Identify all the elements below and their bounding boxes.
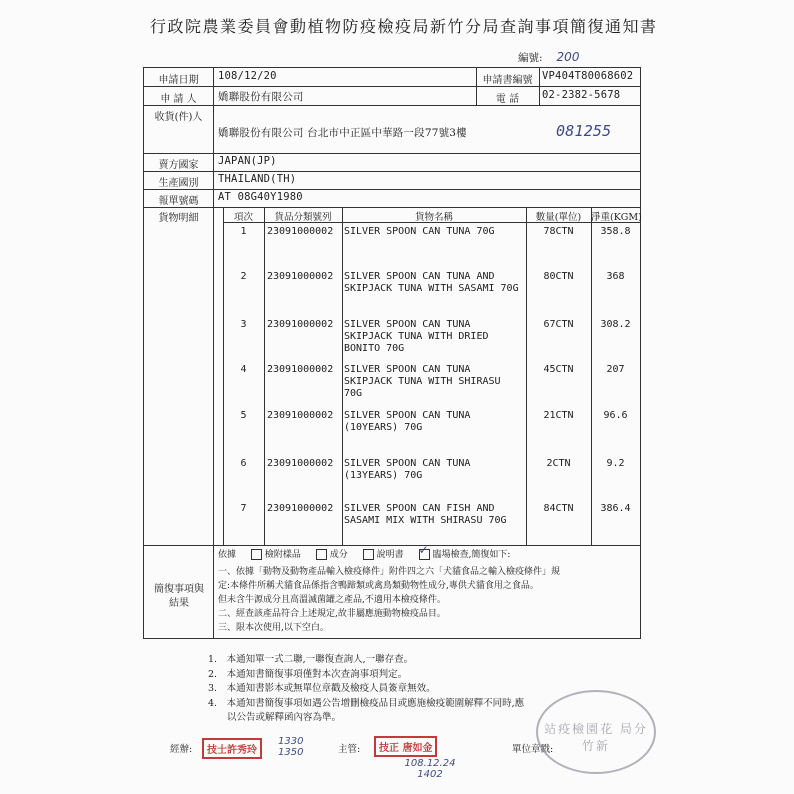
row-item: 3 (240, 319, 247, 330)
row-name: SILVER SPOON CAN FISH AND SASAMI MIX WITH SHIRASU 70G (344, 503, 507, 526)
seller-country-label: 賣方國家 (158, 160, 199, 171)
row-name: SILVER SPOON CAN TUNA SKIPJACK TUNA WITH DRIED BONITO 70G (344, 319, 489, 354)
reply-line: 但未含牛源成分且高溫滅菌罐之產品,不適用本檢疫條件。 (218, 595, 446, 605)
row-name: SILVER SPOON CAN TUNA SKIPJACK TUNA WITH SHIRASU 70G (344, 364, 501, 399)
row-qty: 84CTN (543, 503, 574, 514)
option-sample: 檢附樣品 (264, 550, 301, 560)
col-header-item: 項次 (233, 212, 253, 223)
notes-list (208, 653, 524, 726)
row-qty: 45CTN (543, 364, 574, 375)
app-no-label: 申請書編號 (482, 75, 533, 86)
row-qty: 67CTN (543, 319, 574, 330)
checkbox-inspection[interactable] (418, 543, 430, 560)
checkbox-sample[interactable] (251, 549, 262, 560)
seller-country-value: JAPAN(JP) (218, 155, 277, 167)
origin-label: 生產國別 (158, 178, 199, 189)
row-qty: 80CTN (543, 271, 574, 282)
row-weight: 386.4 (600, 503, 631, 514)
row-weight: 358.8 (600, 226, 631, 237)
row-code: 23091000002 (267, 226, 334, 237)
row-item: 7 (240, 503, 247, 514)
supervisor-note: 108.12.24 1402 (404, 758, 456, 780)
reply-line: 定:本條件所稱犬貓食品係指含鴨蹄類或禽鳥類動物性成分,專供犬貓食用之食品。 (218, 581, 539, 591)
receiver-label: 收貨(件)人 (154, 112, 203, 123)
declaration-no-value: AT 08G40Y1980 (218, 191, 303, 203)
row-code: 23091000002 (267, 410, 334, 421)
phone-value: 02-2382-5678 (542, 89, 621, 101)
app-no-value: VP404T80068602 (542, 70, 634, 82)
row-code: 23091000002 (267, 458, 334, 469)
apply-date-label: 申請日期 (158, 75, 199, 86)
phone-label: 電 話 (495, 94, 520, 105)
handler-note: 1330 1350 (278, 736, 304, 758)
doc-number (518, 50, 579, 65)
supervisor-label: 主管: (338, 744, 361, 755)
checkbox-ingredient[interactable] (316, 549, 327, 560)
row-code: 23091000002 (267, 364, 334, 375)
col-header-weight: 淨重(KGM) (591, 212, 642, 223)
row-weight: 96.6 (603, 410, 628, 421)
goods-section-label: 貨物明細 (158, 213, 199, 224)
unit-seal-stamp (536, 690, 656, 774)
applicant-label: 申 請 人 (160, 94, 197, 105)
row-qty: 78CTN (543, 226, 574, 237)
option-manual: 說明書 (376, 550, 404, 560)
row-item: 2 (240, 271, 247, 282)
handler-label: 經辦: (170, 744, 193, 755)
row-weight: 368 (606, 271, 625, 282)
row-item: 1 (240, 226, 247, 237)
col-header-qty: 數量(單位) (535, 212, 582, 223)
reply-line: 一、依據「動物及動物產品輸入檢疫條件」附件四之六「犬貓食品之輸入檢疫條件」規 (218, 567, 561, 577)
unit-seal-label: 單位章戳: (512, 744, 554, 755)
applicant-value: 嬌聯股份有限公司 (218, 91, 304, 103)
document-title: 行政院農業委員會動植物防疫檢疫局新竹分局查詢事項簡復通知書 (150, 17, 658, 36)
row-name: SILVER SPOON CAN TUNA AND SKIPJACK TUNA WITH SASAMI 70G (344, 271, 519, 294)
handler-stamp: 技士許秀玲 (202, 738, 262, 759)
apply-date-value: 108/12/20 (218, 70, 277, 82)
row-weight: 207 (606, 364, 625, 375)
receiver-handwritten-note: 081255 (556, 122, 612, 140)
row-item: 4 (240, 364, 247, 375)
note-item: 4. 本通知書簡復事項如遇公告增刪檢疫品目或應施檢疫範圍解釋不同時,應 (208, 697, 525, 709)
seal-text: 站疫檢園花 局分竹新 (544, 722, 648, 753)
form-table (143, 67, 641, 639)
note-item: 1. 本通知單一式二聯,一聯復查詢人,一聯存查。 (208, 654, 414, 665)
origin-value: THAILAND(TH) (218, 173, 297, 185)
row-qty: 2CTN (546, 458, 571, 469)
reply-line: 二、經查該產品符合上述規定,故非屬應施動物檢疫品目。 (218, 609, 446, 619)
option-inspection: 臨場檢查,簡復如下: (432, 550, 511, 560)
row-code: 23091000002 (267, 503, 334, 514)
supervisor-stamp: 技正 唐如金 (374, 736, 437, 757)
option-ingredient: 成分 (329, 550, 348, 560)
row-item: 5 (240, 410, 247, 421)
row-item: 6 (240, 458, 247, 469)
note-item: 2. 本通知書簡復事項僅對本次查詢事項判定。 (208, 668, 408, 680)
row-weight: 9.2 (606, 458, 625, 469)
reply-section-label: 簡復事項與結果 (154, 584, 204, 609)
note-item: 以公告或解釋函內容為準。 (208, 712, 342, 723)
row-name: SILVER SPOON CAN TUNA (13YEARS) 70G (344, 458, 471, 481)
row-weight: 308.2 (600, 319, 631, 330)
reply-line: 三、限本次使用,以下空白。 (218, 623, 329, 633)
doc-number-label: 編號: (518, 52, 543, 64)
row-code: 23091000002 (267, 271, 334, 282)
declaration-no-label: 報單號碼 (158, 196, 199, 207)
checkbox-manual[interactable] (363, 549, 374, 560)
reply-options (218, 543, 511, 562)
col-header-name: 貨物名稱 (414, 212, 453, 223)
row-code: 23091000002 (267, 319, 334, 330)
checkmark-icon: ✓ (418, 543, 429, 557)
col-header-code: 貨品分類號列 (274, 212, 332, 223)
row-name: SILVER SPOON CAN TUNA (10YEARS) 70G (344, 410, 471, 433)
receiver-value: 嬌聯股份有限公司 台北市中正區中華路一段77號3樓 (218, 127, 467, 139)
row-qty: 21CTN (543, 410, 574, 421)
basis-label: 依據 (218, 550, 237, 560)
doc-number-value: 200 (556, 50, 580, 64)
row-name: SILVER SPOON CAN TUNA 70G (344, 226, 495, 237)
note-item: 3. 本通知書影本或無單位章戳及檢疫人員簽章無效。 (208, 683, 436, 694)
